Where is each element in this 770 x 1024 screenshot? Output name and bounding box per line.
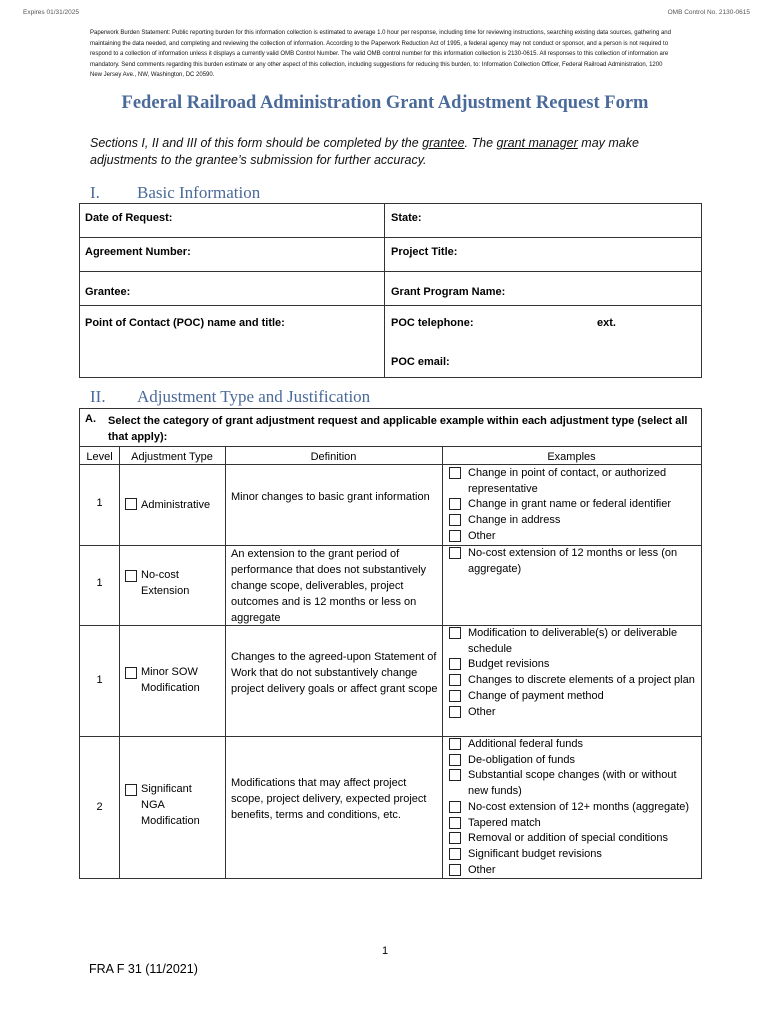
row-3-examples bbox=[449, 626, 699, 720]
example-checkbox-item[interactable] bbox=[449, 863, 699, 879]
column-header-adjustment-type: Adjustment Type bbox=[131, 451, 213, 463]
example-label: Other bbox=[468, 705, 496, 718]
row-4-definition: Modifications that may affect project scope, project delivery, expected project benefits, terms and conditions, etc. bbox=[231, 777, 427, 821]
row-1-type[interactable] bbox=[125, 497, 225, 513]
checkbox[interactable] bbox=[449, 754, 461, 766]
agreement-number-field[interactable]: Agreement Number: bbox=[85, 246, 191, 258]
example-checkbox-item[interactable] bbox=[449, 705, 699, 721]
intro-grantee: grantee bbox=[422, 136, 465, 150]
checkbox[interactable] bbox=[449, 530, 461, 542]
checkbox[interactable] bbox=[449, 467, 461, 479]
checkbox[interactable] bbox=[449, 627, 461, 639]
form-title: Federal Railroad Administration Grant Adjustment Request Form bbox=[121, 93, 649, 113]
example-label: No-cost extension of 12 months or less (on aggregate) bbox=[468, 547, 678, 575]
example-label: Tapered match bbox=[468, 816, 541, 829]
example-checkbox-item[interactable] bbox=[449, 800, 699, 816]
row-1-level: 1 bbox=[96, 497, 103, 509]
significant-nga-modification-checkbox[interactable] bbox=[125, 784, 137, 796]
administrative-checkbox[interactable] bbox=[125, 498, 137, 510]
example-label: Substantial scope changes (with or without new funds) bbox=[468, 769, 677, 798]
section-1-title: Basic Information bbox=[137, 183, 261, 202]
row-2-level: 1 bbox=[96, 577, 103, 589]
example-checkbox-item[interactable] bbox=[449, 737, 699, 753]
adjustment-type-table bbox=[79, 408, 702, 879]
state-field[interactable]: State: bbox=[391, 212, 422, 224]
intro-part2: . The bbox=[464, 136, 497, 150]
example-checkbox-item[interactable] bbox=[449, 497, 699, 513]
row-3-type-label: Minor SOW Modification bbox=[141, 666, 200, 694]
checkbox[interactable] bbox=[449, 864, 461, 876]
example-checkbox-item[interactable] bbox=[449, 847, 699, 863]
instruction-letter: A. bbox=[85, 413, 96, 425]
poc-name-title-field[interactable]: Point of Contact (POC) name and title: bbox=[85, 317, 285, 329]
example-label: No-cost extension of 12+ months (aggregate) bbox=[468, 800, 690, 813]
checkbox[interactable] bbox=[449, 690, 461, 702]
date-of-request-field[interactable]: Date of Request: bbox=[85, 212, 173, 224]
basic-information-table bbox=[79, 203, 702, 378]
example-label: Removal or addition of special conditions bbox=[468, 832, 668, 845]
expiration-date: Expires 01/31/2025 bbox=[23, 9, 80, 16]
section-1-heading bbox=[90, 183, 260, 203]
row-2-type[interactable] bbox=[125, 569, 225, 599]
checkbox[interactable] bbox=[449, 769, 461, 781]
checkbox[interactable] bbox=[449, 738, 461, 750]
no-cost-extension-checkbox[interactable] bbox=[125, 570, 137, 582]
checkbox[interactable] bbox=[449, 848, 461, 860]
row-4-level: 2 bbox=[96, 801, 103, 813]
example-label: Change of payment method bbox=[468, 689, 604, 702]
checkbox[interactable] bbox=[449, 817, 461, 829]
example-label: Change in point of contact, or authorized representative bbox=[468, 467, 667, 495]
intro-part1: Sections I, II and III of this form should be completed by the bbox=[90, 136, 423, 150]
section-2-number: II. bbox=[90, 387, 106, 406]
checkbox[interactable] bbox=[449, 514, 461, 526]
row-2-type-label: No-cost Extension bbox=[141, 569, 190, 597]
row-1-type-label: Administrative bbox=[141, 499, 211, 511]
example-label: Other bbox=[468, 863, 496, 876]
example-label: Significant budget revisions bbox=[468, 847, 602, 860]
poc-telephone-field[interactable]: POC telephone: bbox=[391, 317, 474, 329]
minor-sow-modification-checkbox[interactable] bbox=[125, 667, 137, 679]
row-3-type[interactable] bbox=[125, 666, 225, 696]
column-header-level: Level bbox=[86, 451, 113, 463]
poc-email-field[interactable]: POC email: bbox=[391, 356, 450, 368]
page-number: 1 bbox=[381, 945, 389, 957]
intro-part3: may make adjustments to the grantee’s submission for further accuracy. bbox=[90, 136, 639, 167]
example-checkbox-item[interactable] bbox=[449, 657, 699, 673]
grant-program-name-field[interactable]: Grant Program Name: bbox=[391, 286, 506, 298]
example-label: Additional federal funds bbox=[468, 738, 583, 750]
example-label: Changes to discrete elements of a project plan bbox=[468, 674, 695, 687]
example-checkbox-item[interactable] bbox=[449, 673, 699, 689]
column-header-examples: Examples bbox=[547, 451, 596, 463]
checkbox[interactable] bbox=[449, 832, 461, 844]
form-identifier: FRA F 31 (11/2021) bbox=[89, 962, 198, 976]
paperwork-burden-statement: Paperwork Burden Statement: Public reporting burden for this information collection is estimated to average 1.0 hour per response, including time for reviewing instructions, searching existing data sources, gathering and maintaining the data needed, and completing and reviewing the collection of information. According to the Paperwork Reduction Act of 1995, a federal agency may not conduct or sponsor, and a person is not required to respond to a collection of information unless it displays a currently valid OMB Control Number. The valid OMB control number for this information collection is 2130-0615. All responses to this collection of information are mandatory. Send comments regarding this burden estimate or any other aspect of this collection, including suggestions for reducing this burden, to: Information Collection Officer, Federal Railroad Administration, 1200 New Jersey Ave., NW, Washington, DC 20590. bbox=[90, 30, 671, 78]
example-label: De-obligation of funds bbox=[468, 753, 576, 766]
checkbox[interactable] bbox=[449, 658, 461, 670]
example-label: Change in grant name or federal identifier bbox=[468, 498, 672, 511]
example-checkbox-item[interactable] bbox=[449, 689, 699, 705]
row-4-type-label: Significant NGA Modification bbox=[141, 783, 200, 827]
example-checkbox-item[interactable] bbox=[449, 513, 699, 529]
omb-control-number: OMB Control No. 2130-0615 bbox=[667, 9, 750, 16]
row-1-definition: Minor changes to basic grant information bbox=[231, 491, 430, 503]
example-checkbox-item[interactable] bbox=[449, 626, 699, 657]
example-checkbox-item[interactable] bbox=[449, 466, 699, 497]
section-2-title: Adjustment Type and Justification bbox=[137, 387, 371, 406]
example-checkbox-item[interactable] bbox=[449, 816, 699, 832]
example-label: Other bbox=[468, 529, 496, 542]
example-checkbox-item[interactable] bbox=[449, 768, 699, 799]
section-2-heading bbox=[90, 387, 370, 407]
grantee-field[interactable]: Grantee: bbox=[85, 286, 131, 298]
row-2-definition: An extension to the grant period of performance that does not substantively change scope, deliverables, project outcomes and is 12 months or less on aggregate bbox=[231, 548, 427, 624]
instruction-text: Select the category of grant adjustment request and applicable example within each adjustment type (select all that apply): bbox=[108, 415, 688, 443]
example-checkbox-item[interactable] bbox=[449, 831, 699, 847]
example-label: Change in address bbox=[468, 514, 561, 527]
example-label: Modification to deliverable(s) or deliverable schedule bbox=[468, 627, 678, 655]
row-1-examples bbox=[449, 466, 699, 545]
checkbox[interactable] bbox=[449, 498, 461, 510]
example-checkbox-item[interactable] bbox=[449, 546, 699, 577]
checkbox[interactable] bbox=[449, 801, 461, 813]
row-2-examples bbox=[449, 546, 699, 577]
example-checkbox-item[interactable] bbox=[449, 753, 699, 769]
row-4-examples bbox=[449, 737, 699, 878]
example-label: Budget revisions bbox=[468, 658, 550, 671]
project-title-field[interactable]: Project Title: bbox=[391, 246, 458, 258]
checkbox[interactable] bbox=[449, 706, 461, 718]
column-header-definition: Definition bbox=[310, 451, 357, 463]
row-3-level: 1 bbox=[96, 674, 103, 686]
section-1-number: I. bbox=[90, 183, 100, 202]
poc-ext-field[interactable]: ext. bbox=[597, 317, 616, 329]
checkbox[interactable] bbox=[449, 674, 461, 686]
row-4-type[interactable] bbox=[125, 783, 225, 829]
intro-grant-manager: grant manager bbox=[496, 136, 578, 150]
checkbox[interactable] bbox=[449, 547, 461, 559]
row-3-definition: Changes to the agreed-upon Statement of Work that do not substantively change project delivery goals or affect grant scope bbox=[231, 651, 438, 695]
example-checkbox-item[interactable] bbox=[449, 529, 699, 545]
intro-text bbox=[90, 135, 670, 169]
